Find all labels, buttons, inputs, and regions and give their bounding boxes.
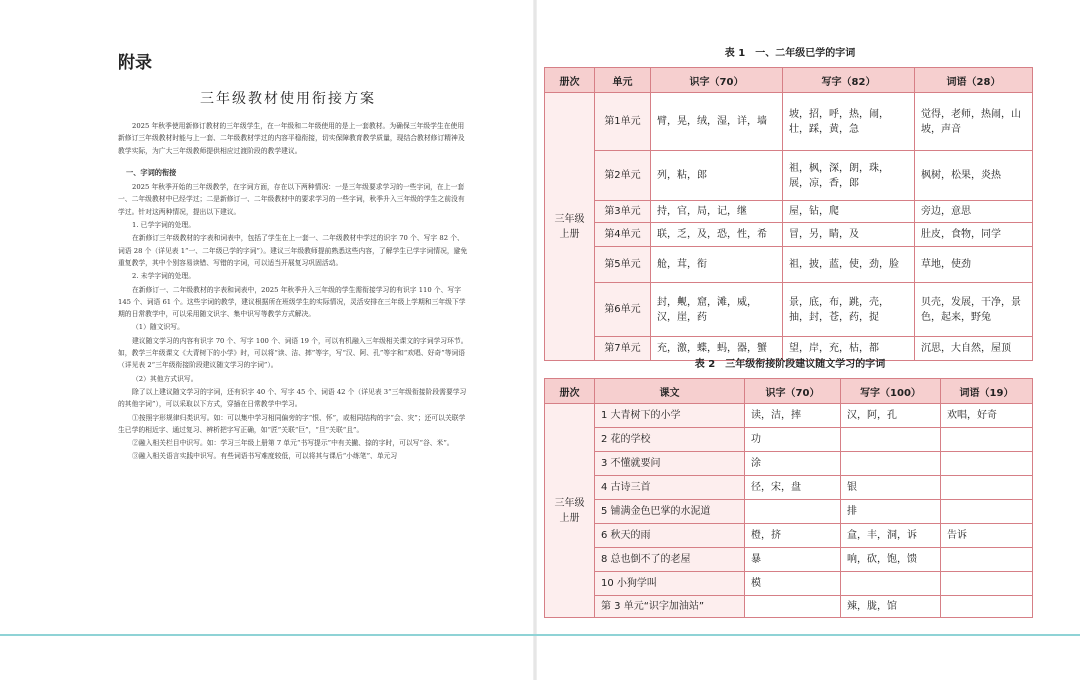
ciyu-cell: 旁边，意思	[915, 201, 1033, 223]
table-row	[545, 500, 1033, 524]
xiezi-cell: 坡，招，呼，热，闹，壮，踩，黄，急	[783, 93, 915, 151]
item-body: 在新修订一、二年级教材的字表和词表中，2025 年秋季升入三年级的学生需衔接学习的有识字 110 个、写字 145 个、词语 61 个。这些字词的教学，建议根据所在班级学生的实际情况，灵活安排在三年级上学期和三年级下学期的日常教学中，可以采用随文识字、集中识写等教学方式解决。	[118, 285, 466, 319]
table-row	[545, 524, 1033, 548]
unit-cell: 第4单元	[595, 223, 651, 247]
ciyu-cell: 草地，使劲	[915, 247, 1033, 283]
lesson-cell: 10 小狗学叫	[595, 572, 745, 596]
shizi-cell	[745, 500, 841, 524]
table-row	[545, 247, 1033, 283]
ciyu-cell: 枫树，松果，炎热	[915, 151, 1033, 201]
table2-header-cell: 词语（19）	[941, 379, 1033, 404]
xiezi-cell	[841, 452, 941, 476]
sub-body: 除了以上建议随文学习的字词，还有识字 40 个、写字 45 个、词语 42 个（详见表 3“三年级衔接阶段需要学习的其他字词”），可以采取以下方式，穿插在日常教学中学习。	[118, 387, 467, 409]
ciyu-cell: 贝壳，发展，干净，景色，起来，野兔	[915, 283, 1033, 337]
item-title: 2. 未学字词的处理。	[132, 272, 196, 281]
ciyu-cell: 觉得，老师，热闹，山坡，声音	[915, 93, 1033, 151]
unit-cell: 第2单元	[595, 151, 651, 201]
lesson-cell: 6 秋天的雨	[595, 524, 745, 548]
table2-caption: 表 2 三年级衔接阶段建议随文学习的字词	[694, 359, 886, 370]
table-row	[545, 223, 1033, 247]
shizi-cell: 读，洁，摔	[745, 404, 841, 428]
table2-header-cell: 写字（100）	[841, 379, 941, 404]
bottom-divider	[0, 634, 1080, 636]
unit-cell: 第1单元	[595, 93, 651, 151]
book-spine	[533, 0, 537, 680]
appendix-heading: 附录	[118, 53, 152, 73]
shizi-cell: 封，觍，窟，滩，威，汉，崖，药	[651, 283, 783, 337]
xiezi-cell: 屋，钻，爬	[783, 201, 915, 223]
shizi-cell: 充，激，蝶，蚂，器，蟹	[651, 337, 783, 361]
lesson-cell: 3 不懂就要问	[595, 452, 745, 476]
table-row	[545, 596, 1033, 618]
xiezi-cell: 汉，阿，孔	[841, 404, 941, 428]
table-row	[545, 572, 1033, 596]
section-paragraph: 2025 年秋季开始的三年级教学，在字词方面，存在以下两种情况：一是三年级要求学习的一些字词，在上一套一、二年级教材中已经学过；二是新修订一、二年级教材中的要求学习的一些字词，秋季升入三年级的学生之前没有学过。针对这两种情况，提出以下建议。	[118, 183, 465, 216]
ciyu-cell	[941, 500, 1033, 524]
unit-cell: 第6单元	[595, 283, 651, 337]
xiezi-cell: 冒，另，睛，及	[783, 223, 915, 247]
table2	[544, 378, 1033, 618]
ciyu-cell	[941, 548, 1033, 572]
body-text	[118, 120, 470, 464]
xiezi-cell: 辣，胧，馆	[841, 596, 941, 618]
grade-cell: 三年级 上册	[545, 93, 595, 361]
ciyu-cell	[941, 572, 1033, 596]
unit-cell: 第5单元	[595, 247, 651, 283]
shizi-cell: 联，乏，及，恐，性，希	[651, 223, 783, 247]
shizi-cell: 模	[745, 572, 841, 596]
table1-header-cell: 词语（28）	[915, 68, 1033, 93]
lesson-cell: 1 大青树下的小学	[595, 404, 745, 428]
table-row	[545, 93, 1033, 151]
lesson-cell: 第 3 单元“识字加油站”	[595, 596, 745, 618]
shizi-cell	[745, 596, 841, 618]
ciyu-cell: 肚皮，食物，同学	[915, 223, 1033, 247]
table-row	[545, 201, 1033, 223]
shizi-cell: 列，粘，郎	[651, 151, 783, 201]
xiezi-cell: 排	[841, 500, 941, 524]
shizi-cell: 功	[745, 428, 841, 452]
table1-header-row	[545, 68, 1033, 93]
method-item: ③融入相关语言实践中识写。有些词语书写难度较低，可以将其与课后“小练笔”、单元习	[132, 452, 398, 461]
method-item: ①按照字形规律归类识写。如：可以集中学习相同偏旁的字“恨、怀”，或相同结构的字“会、灾”；还可以关联学生已学的相近字、通过复习、辨析把字写正确，如“匠”关联“巨”，“旦”关联“且”。	[118, 413, 466, 434]
xiezi-cell	[841, 572, 941, 596]
ciyu-cell: 沉思，大自然，屋顶	[915, 337, 1033, 361]
table2-header-cell: 识字（70）	[745, 379, 841, 404]
table-row	[545, 452, 1033, 476]
table-row	[545, 283, 1033, 337]
ciyu-cell	[941, 428, 1033, 452]
ciyu-cell	[941, 596, 1033, 618]
item-title: 1. 已学字词的处理。	[132, 221, 196, 230]
ciyu-cell: 欢唱，好奇	[941, 404, 1033, 428]
xiezi-cell: 响，砍，饱，馈	[841, 548, 941, 572]
xiezi-cell: 盒，丰，洞，诉	[841, 524, 941, 548]
xiezi-cell: 祖，枫，深，朗，珠，展，凉，香，郎	[783, 151, 915, 201]
table-row	[545, 404, 1033, 428]
table1-caption: 表 1 一、二年级已学的字词	[724, 48, 856, 59]
item-body: 在新修订三年级教材的字表和词表中，包括了学生在上一套一、二年级教材中学过的识字 70 个、写字 82 个、词语 28 个（详见表 1“一、二年级已学的字词”）。建议三年级教师提前熟悉这些内容，了解学生已学字词情况，避免重复教学，其中个别容易读错、写错的字词，可以适当开展复习巩固活动。	[118, 234, 468, 267]
table2-header-cell: 课文	[595, 379, 745, 404]
shizi-cell: 持，官，局，记，继	[651, 201, 783, 223]
xiezi-cell: 景，底，布，跳，壳，抽，封，苍，药，捉	[783, 283, 915, 337]
table-row	[545, 476, 1033, 500]
table-row	[545, 151, 1033, 201]
xiezi-cell	[841, 428, 941, 452]
unit-cell: 第7单元	[595, 337, 651, 361]
table1-header-cell: 写字（82）	[783, 68, 915, 93]
ciyu-cell	[941, 452, 1033, 476]
xiezi-cell: 祖，披，蓝，使，劲，脸	[783, 247, 915, 283]
table-row	[545, 428, 1033, 452]
shizi-cell: 橙，挤	[745, 524, 841, 548]
xiezi-cell: 望，岸，充，枯，都	[783, 337, 915, 361]
table-row	[545, 548, 1033, 572]
table2-header-cell: 册次	[545, 379, 595, 404]
table1-header-cell: 单元	[595, 68, 651, 93]
shizi-cell: 舱，茸，衔	[651, 247, 783, 283]
ciyu-cell	[941, 476, 1033, 500]
table1-header-cell: 册次	[545, 68, 595, 93]
lesson-cell: 8 总也倒不了的老屋	[595, 548, 745, 572]
unit-cell: 第3单元	[595, 201, 651, 223]
sub-body: 建议随文学习的内容有识字 70 个、写字 100 个、词语 19 个，可以有机融入三年级相关课文的字词学习环节。如，教学三年级课文《大青树下的小学》时，可以将“读、洁、摔”等字，写“汉、阿、孔”等字和“欢唱、好奇”等词语（详见表 2“三年级衔接阶段建议随文学习的字词”）。	[118, 336, 468, 370]
lesson-cell: 2 花的学校	[595, 428, 745, 452]
lesson-cell: 5 铺满金色巴掌的水泥道	[595, 500, 745, 524]
shizi-cell: 暴	[745, 548, 841, 572]
sub-title: （1）随文识写。	[132, 323, 184, 332]
document-title: 三年级教材使用衔接方案	[200, 91, 376, 107]
ciyu-cell: 告诉	[941, 524, 1033, 548]
method-item: ②融入相关栏目中识写。如：学习三年级上册第 7 单元“书写提示”中有关撇、捺的字时，可以写“谷、米”。	[132, 439, 454, 448]
grade-cell: 三年级 上册	[545, 404, 595, 618]
table2-header-row	[545, 379, 1033, 404]
section-title: 一、字词的衔接	[126, 167, 177, 177]
shizi-cell: 臂，晃，绒，湿，详，墙	[651, 93, 783, 151]
intro-paragraph: 2025 年秋季使用新修订教材的三年级学生，在一年级和二年级使用的是上一套教材。为确保三年级学生在使用新修订三年级教材时能与上一套、二年级教材学过的内容平稳衔接，切实保障教育教学质量，现结合教材修订精神及教学实际，为广大三年级教师提供相应过渡阶段的教学建议。	[118, 122, 465, 155]
shizi-cell: 径，宋，盘	[745, 476, 841, 500]
lesson-cell: 4 古诗三首	[595, 476, 745, 500]
shizi-cell: 涂	[745, 452, 841, 476]
sub-title: （2）其他方式识写。	[132, 374, 198, 383]
table1	[544, 67, 1033, 361]
xiezi-cell: 银	[841, 476, 941, 500]
table1-header-cell: 识字（70）	[651, 68, 783, 93]
